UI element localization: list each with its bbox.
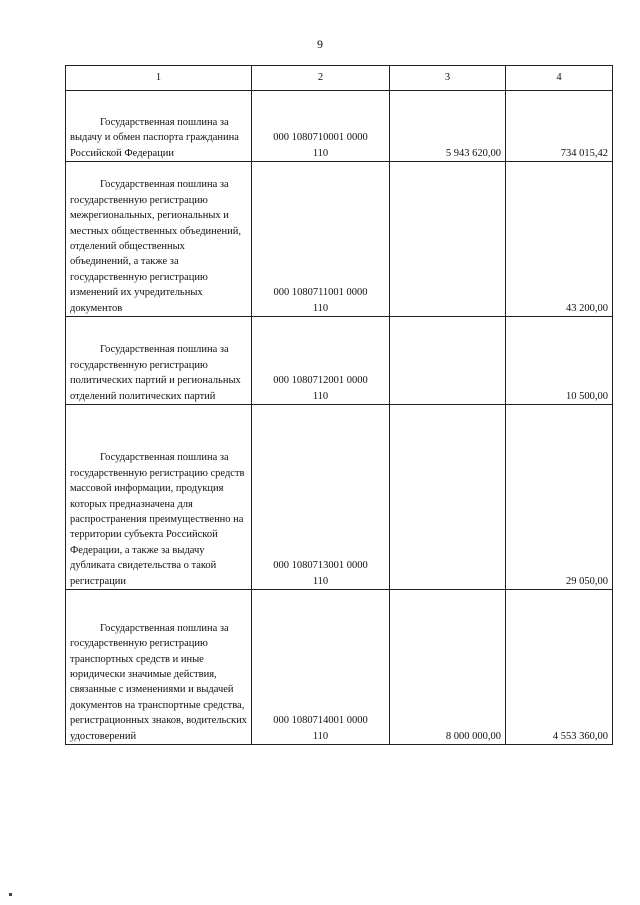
row-code-line2: 110 bbox=[312, 730, 329, 742]
row-col3-value: 8 000 000,00 bbox=[390, 590, 506, 745]
row-col4-value: 43 200,00 bbox=[506, 162, 613, 317]
row-code-line1: 000 1080711001 0000 bbox=[273, 287, 368, 299]
row-code-line2: 110 bbox=[312, 575, 329, 587]
header-col-3: 3 bbox=[390, 66, 506, 91]
header-col-2: 2 bbox=[252, 66, 390, 91]
row-name: Государственная пошлина за выдачу и обмен паспорта гражданина Российской Федерации bbox=[70, 116, 239, 159]
row-code-cell bbox=[252, 91, 390, 162]
table-header-row bbox=[66, 66, 613, 91]
table-row bbox=[66, 405, 613, 590]
row-code-line2: 110 bbox=[312, 147, 329, 159]
row-code-line1: 000 1080714001 0000 bbox=[273, 715, 368, 727]
row-code-cell bbox=[252, 162, 390, 317]
row-name-cell bbox=[66, 91, 252, 162]
table-row bbox=[66, 162, 613, 317]
row-name-cell bbox=[66, 405, 252, 590]
table-row bbox=[66, 91, 613, 162]
row-code-line2: 110 bbox=[312, 302, 329, 314]
row-col3-value bbox=[390, 405, 506, 590]
row-col4-value: 4 553 360,00 bbox=[506, 590, 613, 745]
row-name: Государственная пошлина за государственную регистрацию средств массовой информации, продукция которых предназначена для распространения преимущественно на территории субъекта Российской Федерации, а также за выдачу дубликата свидетельства о такой регистрации bbox=[70, 452, 245, 587]
row-code-cell bbox=[252, 590, 390, 745]
row-col4-value: 734 015,42 bbox=[506, 91, 613, 162]
row-code-cell bbox=[252, 317, 390, 405]
row-col3-value: 5 943 620,00 bbox=[390, 91, 506, 162]
row-col3-value bbox=[390, 162, 506, 317]
row-name: Государственная пошлина за государственную регистрацию политических партий и региональных отделений политических партий bbox=[70, 344, 241, 402]
row-name-cell bbox=[66, 162, 252, 317]
table-row bbox=[66, 317, 613, 405]
header-col-4: 4 bbox=[506, 66, 613, 91]
row-code-line1: 000 1080712001 0000 bbox=[273, 375, 368, 387]
row-name: Государственная пошлина за государственную регистрацию транспортных средств и иные юридически значимые действия, связанные с изменениями и выдачей документов на транспортные средства, регистрационных знаков, водительских удостоверений bbox=[70, 622, 247, 742]
page-number: 9 bbox=[317, 37, 323, 51]
table-row bbox=[66, 590, 613, 745]
row-name-cell bbox=[66, 317, 252, 405]
row-col4-value: 10 500,00 bbox=[506, 317, 613, 405]
row-code-line1: 000 1080710001 0000 bbox=[273, 132, 368, 144]
row-col3-value bbox=[390, 317, 506, 405]
revenue-table bbox=[65, 65, 613, 745]
row-code-cell bbox=[252, 405, 390, 590]
scan-speck bbox=[9, 893, 12, 896]
row-code-line1: 000 1080713001 0000 bbox=[273, 560, 368, 572]
row-name-cell bbox=[66, 590, 252, 745]
row-code-line2: 110 bbox=[312, 390, 329, 402]
header-col-1: 1 bbox=[66, 66, 252, 91]
row-col4-value: 29 050,00 bbox=[506, 405, 613, 590]
row-name: Государственная пошлина за государственную регистрацию межрегиональных, региональных и местных общественных объединений, отделений общественных объединений, а также за государственную регистрацию изменений их учредительных документов bbox=[70, 179, 241, 314]
